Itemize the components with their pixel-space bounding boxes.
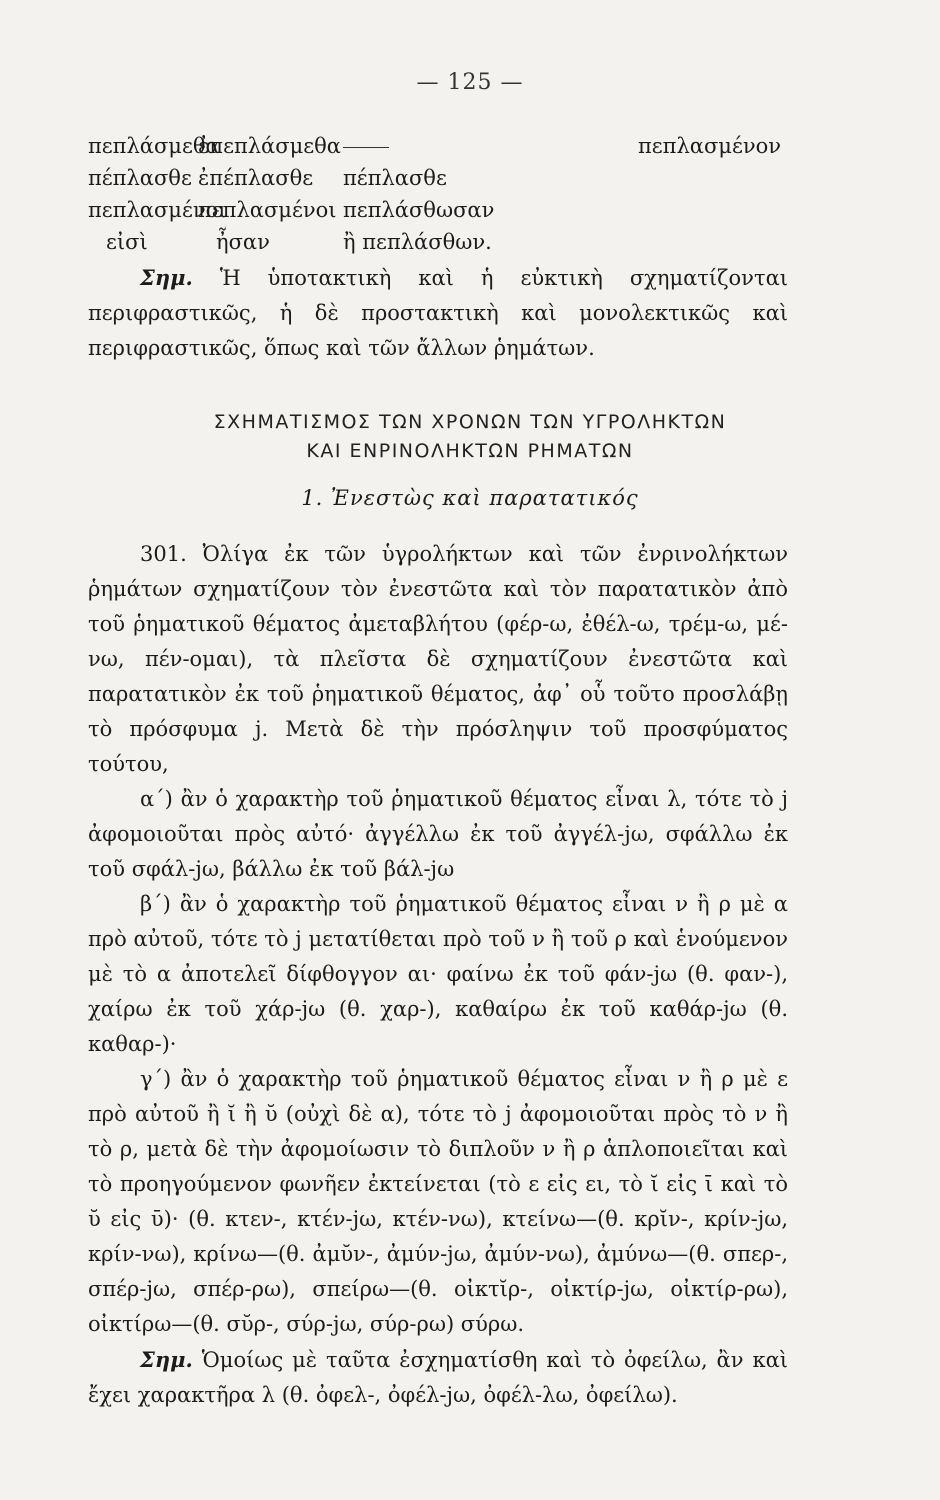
page-number: — 125 — xyxy=(416,70,524,95)
paradigm-dash xyxy=(343,134,389,158)
rule-a: α΄) ἂν ὁ χαρακτὴρ τοῦ ῥηματικοῦ θέματος εἶναι λ, τότε τὸ j ἀφομοιοῦται πρὸς αὐτό· ἀγγέλλω ἐκ τοῦ ἀγγέλ-jω, σφάλλω ἐκ τοῦ σφάλ-jω, βάλλω ἐκ τοῦ βάλ-jω xyxy=(88,787,788,881)
note-paragraph xyxy=(88,260,788,366)
paradigm-cell: πέπλασθε xyxy=(343,166,447,190)
note-text: Ὁμοίως μὲ ταῦτα ἐσχηματίσθη καὶ τὸ ὀφείλω, ἂν καὶ ἔχει χαρακτῆρα λ (θ. ὀφελ-, ὀφέλ-jω, ὀφέλ-λω, ὀφείλω). xyxy=(88,1348,788,1407)
paradigm-cell: πεπλασμένοι xyxy=(198,198,337,222)
paradigm-row xyxy=(88,198,828,230)
paradigm-cell: ἐπέπλασθε xyxy=(198,166,314,190)
paradigm-cell: πέπλασθε xyxy=(88,166,192,190)
paradigm-row xyxy=(88,134,828,166)
note-label: Σημ. xyxy=(140,1347,193,1372)
paradigm-cell: πεπλασμένον xyxy=(638,134,782,158)
subheading: 1. Ἐνεστὼς καὶ παρατατικός xyxy=(301,486,639,510)
body-text xyxy=(88,537,788,1413)
paradigm-cell: ἦσαν xyxy=(216,230,270,254)
paradigm-cell: ἢ πεπλάσθων. xyxy=(343,230,492,254)
paradigm-cell: εἰσὶ xyxy=(106,230,148,254)
paradigm-table xyxy=(88,134,828,262)
paradigm-cell: πεπλάσμεθα xyxy=(88,134,220,158)
heading-line: ΚΑΙ ΕΝΡΙΝΟΛΗΚΤΩΝ ΡΗΜΑΤΩΝ xyxy=(306,440,634,462)
note-paragraph xyxy=(88,1342,788,1413)
paradigm-row xyxy=(88,230,828,262)
paradigm-cell: ἐπεπλάσμεθα xyxy=(198,134,341,158)
paragraph-301: 301. Ὀλίγα ἐκ τῶν ὑγρολήκτων καὶ τῶν ἐνρινολήκτων ῥημάτων σχηματίζουν τὸν ἐνεστῶτα καὶ τὸν παρατατικὸν ἀπὸ τοῦ ῥηματικοῦ θέματος ἀμεταβλήτου (φέρ-ω, ἐθέλ-ω, τρέμ-ω, μέ-νω, πέν-ομαι), τὰ πλεῖστα δὲ σχηματίζουν ἐνεστῶτα καὶ παρατατικὸν ἐκ τοῦ ῥηματικοῦ θέματος, ἀφ᾽ οὗ τοῦτο προσλάβῃ τὸ πρόσφυμα j. Μετὰ δὲ τὴν πρόσληψιν τοῦ προσφύματος τούτου, xyxy=(88,542,788,776)
paradigm-row xyxy=(88,166,828,198)
note-label: Σημ. xyxy=(140,265,193,290)
paradigm-cell: πεπλάσθωσαν xyxy=(343,198,495,222)
section-heading xyxy=(0,408,940,466)
note-text: Ἡ ὑποτακτικὴ καὶ ἡ εὐκτικὴ σχηματίζονται περιφραστικῶς, ἡ δὲ προστακτικὴ καὶ μονολεκτικῶς καὶ περιφραστικῶς, ὅπως καὶ τῶν ἄλλων ῥημάτων. xyxy=(88,266,788,360)
paradigm-cell: πεπλασμένοι xyxy=(88,198,227,222)
rule-b: β΄) ἂν ὁ χαρακτὴρ τοῦ ῥηματικοῦ θέματος εἶναι ν ἢ ρ μὲ α πρὸ αὐτοῦ, τότε τὸ j μετατίθεται πρὸ τοῦ ν ἢ τοῦ ρ καὶ ἑνούμενον μὲ τὸ α ἀποτελεῖ δίφθογγον αι· φαίνω ἐκ τοῦ φάν-jω (θ. φαν-), χαίρω ἐκ τοῦ χάρ-jω (θ. χαρ-), καθαίρω ἐκ τοῦ καθάρ-jω (θ. καθαρ-)· xyxy=(88,892,788,1056)
rule-c: γ΄) ἂν ὁ χαρακτὴρ τοῦ ῥηματικοῦ θέματος εἶναι ν ἢ ρ μὲ ε πρὸ αὐτοῦ ἢ ῐ ἢ ῠ (οὐχὶ δὲ α), τότε τὸ j ἀφομοιοῦται πρὸς τὸ ν ἢ τὸ ρ, μετὰ δὲ τὴν ἀφομοίωσιν τὸ διπλοῦν ν ἢ ρ ἁπλοποιεῖται καὶ τὸ προηγούμενον φωνῆεν ἐκτείνεται (τὸ ε εἰς ει, τὸ ῐ εἰς ῑ καὶ τὸ ῠ εἰς ῡ)· (θ. κτεν-, κτέν-jω, κτέν-νω), κτείνω—(θ. κρῐν-, κρίν-jω, κρίν-νω), κρίνω—(θ. ἀμῠν-, ἀμύν-jω, ἀμύν-νω), ἀμύνω—(θ. σπερ-, σπέρ-jω, σπέρ-ρω), σπείρω—(θ. οἰκτῐρ-, οἰκτίρ-jω, οἰκτίρ-ρω), οἰκτίρω—(θ. σῠρ-, σύρ-jω, σύρ-ρω) σύρω. xyxy=(88,1067,788,1336)
heading-line: ΣΧΗΜΑΤΙΣΜΟΣ ΤΩΝ ΧΡΟΝΩΝ ΤΩΝ ΥΓΡΟΛΗΚΤΩΝ xyxy=(213,411,727,433)
